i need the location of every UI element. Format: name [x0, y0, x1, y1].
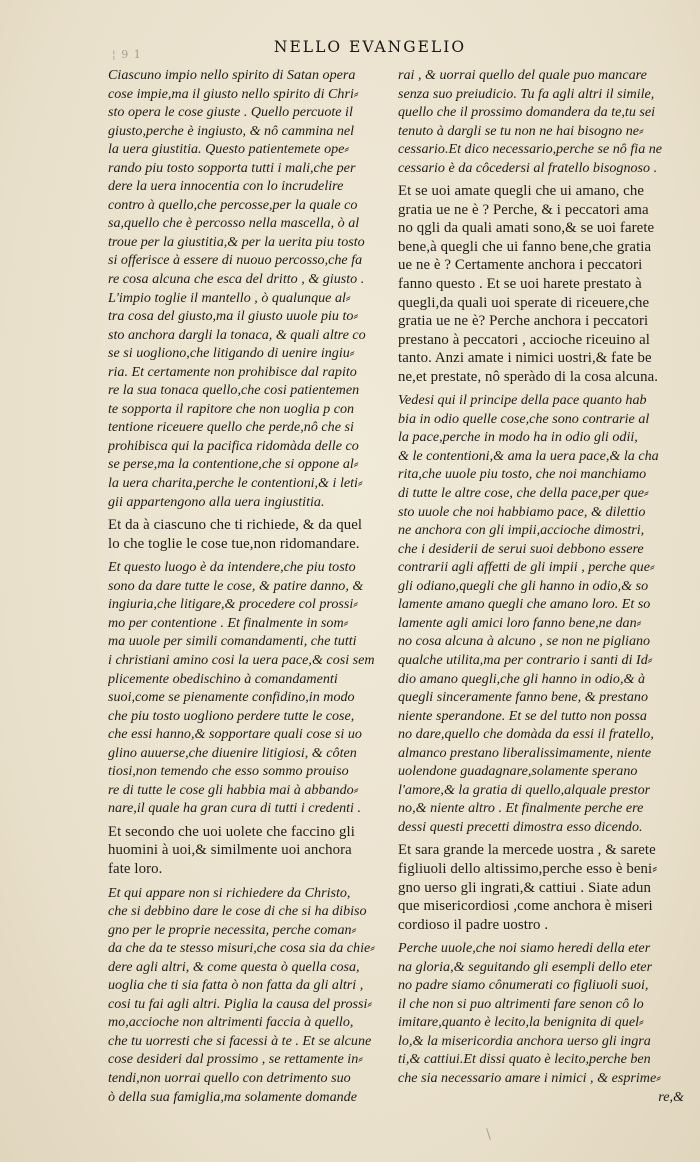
text-line: contrarii agli affetti de gli impii , perche que⸗	[398, 559, 655, 576]
text-line: la pace,perche in modo ha in odio gli odii,	[398, 429, 638, 446]
gospel-verse	[398, 841, 690, 934]
commentary-paragraph	[108, 558, 400, 818]
text-line: nare,il quale ha gran cura di tutti i credenti .	[108, 800, 362, 817]
text-line: troue per la giustitia,& per la uerita piu tosto	[108, 233, 365, 250]
right-column	[398, 66, 690, 1106]
text-line: re cosa alcuna che esca del dritto , & giusto .	[108, 271, 365, 288]
running-head: NELLO EVANGELIO	[273, 38, 467, 56]
text-line: tendi,non uorrai quello con detrimento suo	[108, 1069, 351, 1086]
text-line: lamente agli amici loro fanno bene,ne dan⸗	[398, 614, 642, 631]
text-line: se perse,ma la contentione,che si oppone al⸗	[108, 456, 359, 473]
text-line: lo che toglie le cose tue,non ridomandare.	[108, 535, 360, 552]
commentary-paragraph	[398, 391, 690, 836]
text-line: uoglia che ti sia fatta ò non fatta da gli altri ,	[108, 977, 364, 994]
text-line: cordioso il padre uostro .	[398, 916, 549, 933]
text-line: Ciascuno impio nello spirito di Satan opera	[108, 67, 356, 83]
text-line: Vedesi qui il principe della pace quanto hab	[398, 392, 647, 409]
stray-mark: ¦ 9 1	[112, 48, 142, 61]
text-line: dere agli altri, & come questa ò quella cosa,	[108, 958, 360, 975]
text-line: tenuto à dargli se tu non ne hai bisogno ne⸗	[398, 122, 644, 139]
text-line: quello che il prossimo domandera da te,tu sei	[398, 104, 656, 121]
text-line: na gloria,& seguitando gli esempli dello eter	[398, 958, 653, 975]
text-line: Perche uuole,che noi siamo heredi della eter	[398, 940, 651, 957]
text-line: senza suo preiudicio. Tu fa agli altri il simile,	[398, 85, 655, 102]
text-line: dere la uera innocentia con lo incrudelire	[108, 178, 344, 195]
text-line: L'impio toglie il mantello , ò qualunque al⸗	[108, 289, 351, 306]
text-line: prohibisca qui la pacifica ridomàda delle co	[108, 437, 359, 454]
text-line: gratia ue ne è? Perche anchora i peccatori	[398, 313, 649, 330]
text-line: te sopporta il rapitore che non uoglia p con	[108, 400, 355, 417]
text-line: uolendone guadagnare,solamente sperano	[398, 763, 638, 780]
text-line: ria. Et certamente non prohibisce dal rapito	[108, 363, 357, 380]
text-line: no padre siamo cônumerati co figliuoli suoi,	[398, 977, 649, 994]
text-line: che piu tosto uogliono perdere tutte le cose,	[108, 707, 355, 724]
text-line: fanno questo . Et se uoi harete prestato à	[398, 276, 642, 293]
gospel-verse	[398, 182, 690, 386]
text-line: suoi,come se pienamente confidino,in modo	[108, 689, 355, 706]
text-line: sono da dare tutte le cose, & patire danno, &	[108, 577, 364, 594]
text-line: re la sua tonaca quello,che cosi patientemen	[108, 382, 360, 399]
text-line: tra cosa del giusto,ma il giusto uuole piu to⸗	[108, 308, 359, 325]
text-line: dessi questi precetti dimostra esso dicendo.	[398, 818, 643, 835]
gospel-verse	[108, 823, 400, 879]
text-line: sa,quello che è percosso nella mascella, ò al	[108, 215, 360, 232]
commentary-paragraph	[398, 939, 690, 1087]
text-line: se si uogliono,che litigando di uenire ingiu⸗	[108, 345, 355, 362]
text-line: cosi tu fai agli altri. Piglia la causa del prossi⸗	[108, 995, 373, 1012]
commentary-paragraph	[108, 66, 400, 511]
text-line: i christiani amino cosi la uera pace,& cosi sem	[108, 651, 375, 668]
text-line: rai , & uorrai quello del quale puo mancare	[398, 67, 647, 83]
text-line: ingiuria,che litigare,& procedere col prossi⸗	[108, 596, 358, 613]
text-line: tiosi,non temendo che esso sommo prouiso	[108, 763, 349, 780]
text-line: no dare,quello che domàda da essi il fratello,	[398, 726, 654, 743]
text-line: il che non si puo altrimenti fare senon cô lo	[398, 995, 644, 1012]
text-line: gratia ue ne è ? Perche, & i peccatori ama	[398, 201, 649, 218]
text-line: fate loro.	[108, 860, 163, 877]
text-line: l'amore,& la gratia di quello,alquale prestor	[398, 781, 651, 798]
text-line: no qgli da quali amati sono,& se uoi farete	[398, 220, 655, 237]
text-line: imitare,quanto è lecito,la benignita di quel⸗	[398, 1014, 644, 1031]
text-line: ne anchora con gli impii,accioche dimostri,	[398, 522, 645, 539]
text-line: gno uerso gli ingrati,& cattiui . Siate adun	[398, 879, 652, 896]
text-line: Et da à ciascuno che ti richiede, & da quel	[108, 517, 363, 534]
gospel-verse	[108, 516, 400, 553]
text-line: la uera charita,perche le contentioni,& i leti⸗	[108, 475, 363, 492]
text-line: si offerisce à essere di nuouo percosso,che fa	[108, 252, 363, 269]
text-line: Et sara grande la mercede uostra , & sarete	[398, 842, 656, 859]
text-line: almanco prestano liberalissimamente, niente	[398, 744, 652, 761]
text-line: che i desiderii de serui suoi debbono essere	[398, 540, 644, 557]
text-line: niente sperandone. Et se del tutto non possa	[398, 707, 647, 724]
text-line: cessario.Et dico necessario,perche se nô fia ne	[398, 141, 663, 158]
text-line: no,& niente altro . Et finalmente perche ere	[398, 800, 644, 817]
text-line: mo,accioche non altrimenti faccia à quello,	[108, 1014, 354, 1031]
text-line: sto opera le cose giuste . Quello percuote il	[108, 104, 353, 121]
text-line: Et questo luogo è da intendere,che piu tosto	[108, 559, 356, 576]
text-line: gno per le proprie necessita, perche coman⸗	[108, 921, 357, 938]
text-line: mo per contentione . Et finalmente in som⸗	[108, 614, 349, 631]
text-line: da che da te stesso misuri,che cosa sia da chie⸗	[108, 940, 375, 957]
text-line: no cosa alcuna à alcuno , se non ne pigliano	[398, 633, 651, 650]
text-line: sto uuole che noi habbiamo pace, & dilettio	[398, 503, 646, 520]
text-line: re di tutte le cose gli habbia mai à abbando⸗	[108, 781, 359, 798]
text-line: quegli sinceramente fanno bene, & prestano	[398, 689, 648, 706]
left-column	[108, 66, 400, 1106]
catchword: re,&	[658, 1088, 684, 1105]
text-line: prestano à peccatori , accioche riceuino al	[398, 331, 651, 348]
text-line: que misericordiosi ,come anchora è miseri	[398, 898, 653, 915]
text-line: la uera giustitia. Questo patientemete ope⸗	[108, 141, 350, 158]
text-line: huomini à uoi,& similmente uoi anchora	[108, 842, 352, 859]
text-line: che tu uorresti che si facessi à te . Et se alcune	[108, 1032, 372, 1049]
text-line: dio amano quegli,che gli hanno in odio,& à	[398, 670, 646, 687]
text-line: che sia necessario amare i nimici , & esprime⸗	[398, 1069, 661, 1086]
text-line: quegli,da quali uoi sperate di riceuere,che	[398, 294, 650, 311]
text-line: ma uuole per simili comandamenti, che tutti	[108, 633, 357, 650]
text-line: di tutte le altre cose, che della pace,per que⸗	[398, 485, 649, 502]
text-line: contro à quello,che percosse,per la quale co	[108, 196, 358, 213]
text-line: ò della sua famiglia,ma solamente domande	[108, 1088, 357, 1105]
text-line: cose desideri dal prossimo , se rettamente in⸗	[108, 1051, 363, 1068]
text-line: lamente amano quegli che amano loro. Et so	[398, 596, 651, 613]
text-line: Et secondo che uoi uolete che faccino gli	[108, 823, 355, 840]
text-line: che essi hanno,& sopportare quali cose si uo	[108, 726, 362, 743]
text-line: cose impie,ma il giusto nello spirito di Chri⸗	[108, 85, 359, 102]
text-line: tanto. Anzi amate i nimici uostri,& fate be	[398, 350, 652, 367]
text-line: giusto,perche è ingiusto, & nô cammina nel	[108, 122, 355, 139]
margin-mark	[486, 1128, 491, 1140]
text-line: Et se uoi amate quegli che ui amano, che	[398, 183, 645, 200]
text-line: plicemente obedischino à comandamenti	[108, 670, 338, 687]
text-line: tentione riceuere quello che perde,nô che si	[108, 419, 354, 436]
text-line: ue ne è ? Certamente anchora i peccatori	[398, 257, 643, 274]
text-line: ti,& cattiui.Et dissi quato è lecito,perche ben	[398, 1051, 651, 1068]
text-line: Et qui appare non si richiedere da Christo,	[108, 884, 351, 901]
text-line: che si debbino dare le cose di che si ha dibiso	[108, 903, 367, 920]
text-line: sto anchora dargli la tonaca, & quali altre co	[108, 326, 366, 343]
text-line: figliuoli dello altissimo,perche esso è beni⸗	[398, 860, 658, 877]
commentary-paragraph	[398, 66, 690, 177]
text-line: gli odiano,quegli che gli hanno in odio,& so	[398, 577, 649, 594]
text-line: ne,et prestate, nô speràdo di la cosa alcuna.	[398, 368, 659, 385]
text-line: glino auuerse,che diuenire litigiosi, & côten	[108, 744, 357, 761]
text-line: & le contentioni,& ama la uera pace,& la cha	[398, 447, 659, 464]
text-line: rita,che uuole piu tosto, che noi manchiamo	[398, 466, 647, 483]
text-line: qualche utilita,ma per contrario i santi di Id⸗	[398, 651, 653, 668]
commentary-paragraph	[108, 884, 400, 1107]
text-line: lo,& la misericordia anchora uerso gli ingra	[398, 1032, 651, 1049]
text-line: bia in odio quelle cose,che sono contrarie al	[398, 410, 650, 427]
text-line: gii appartengono alla uera ingiustitia.	[108, 493, 325, 510]
text-line: cessario è da côcedersi al fratello bisognoso .	[398, 159, 658, 176]
text-line: bene,à quegli che ui fanno bene,che gratia	[398, 238, 652, 255]
text-line: rando piu tosto sopporta tutti i mali,che per	[108, 159, 356, 176]
